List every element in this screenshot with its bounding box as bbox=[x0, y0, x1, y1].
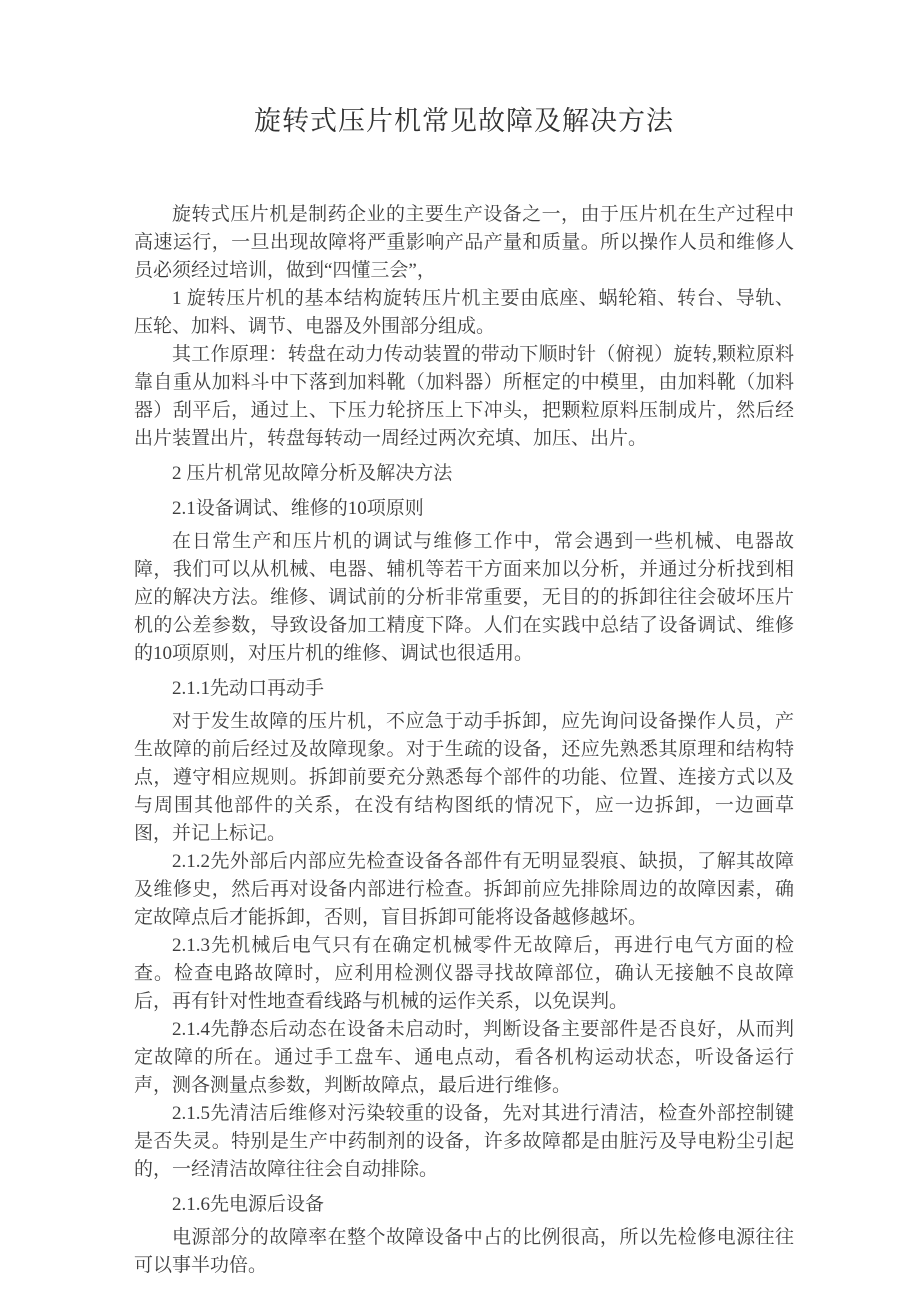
heading-section-2-1: 2.1设备调试、维修的10项原则 bbox=[172, 498, 424, 520]
paragraph-basic-structure: 1 旋转压片机的基本结构旋转压片机主要由底座、蜗轮箱、转台、导轨、压轮、加料、调节、电器及外围部分组成。 bbox=[134, 288, 794, 338]
paragraph-2-1-1-body: 对于发生故障的压片机，不应急于动手拆卸，应先询问设备操作人员，产生故障的前后经过及故障现象。对于生疏的设备，还应先熟悉其原理和结构特点，遵守相应规则。拆卸前要充分熟悉每个部件的功能、位置、连接方式以及与周围其他部件的关系，在没有结构图纸的情况下，应一边拆卸，一边画草图，并记上标记。 bbox=[134, 711, 794, 845]
paragraph-2-1-3: 2.1.3先机械后电气只有在确定机械零件无故障后，再进行电气方面的检查。检查电路故障时，应利用检测仪器寻找故障部位，确认无接触不良故障后，再有针对性地查看线路与机械的运作关系，以免误判。 bbox=[134, 935, 794, 1013]
document-title: 旋转式压片机常见故障及解决方法 bbox=[254, 106, 674, 136]
paragraph-2-1-4: 2.1.4先静态后动态在设备未启动时，判断设备主要部件是否良好，从而判定故障的所在。通过手工盘车、通电点动，看各机构运动状态，听设备运行声，测各测量点参数，判断故障点，最后进行维修。 bbox=[134, 1019, 794, 1097]
heading-section-2-1-6: 2.1.6先电源后设备 bbox=[172, 1194, 325, 1216]
paragraph-2-1-2: 2.1.2先外部后内部应先检查设备各部件有无明显裂痕、缺损，了解其故障及维修史，然后再对设备内部进行检查。拆卸前应先排除周边的故障因素，确定故障点后才能拆卸，否则，盲目拆卸可能将设备越修越坏。 bbox=[134, 851, 794, 929]
heading-section-2: 2 压片机常见故障分析及解决方法 bbox=[172, 463, 453, 485]
paragraph-2-1-6-body: 电源部分的故障率在整个故障设备中占的比例很高，所以先检修电源往往可以事半功倍。 bbox=[134, 1227, 794, 1277]
paragraph-intro: 旋转式压片机是制药企业的主要生产设备之一，由于压片机在生产过程中高速运行，一旦出现故障将严重影响产品产量和质量。所以操作人员和维修人员必须经过培训，做到“四懂三会”， bbox=[134, 204, 794, 282]
paragraph-working-principle: 其工作原理：转盘在动力传动装置的带动下顺时针（俯视）旋转,颗粒原料靠自重从加料斗中下落到加料靴（加料器）所框定的中模里，由加料靴（加料器）刮平后，通过上、下压力轮挤压上下冲头，把颗粒原料压制成片，然后经出片装置出片，转盘每转动一周经过两次充填、加压、出片。 bbox=[134, 344, 794, 450]
paragraph-10-principles-intro: 在日常生产和压片机的调试与维修工作中，常会遇到一些机械、电器故障，我们可以从机械、电器、辅机等若干方面来加以分析，并通过分析找到相应的解决方法。维修、调试前的分析非常重要，无目的的拆卸往往会破坏压片机的公差参数，导致设备加工精度下降。人们在实践中总结了设备调试、维修的10项原则，对压片机的维修、调试也很适用。 bbox=[134, 531, 794, 665]
paragraph-2-1-5: 2.1.5先清洁后维修对污染较重的设备，先对其进行清洁，检查外部控制键是否失灵。特别是生产中药制剂的设备，许多故障都是由脏污及导电粉尘引起的，一经清洁故障往往会自动排除。 bbox=[134, 1103, 794, 1181]
heading-section-2-1-1: 2.1.1先动口再动手 bbox=[172, 678, 325, 700]
